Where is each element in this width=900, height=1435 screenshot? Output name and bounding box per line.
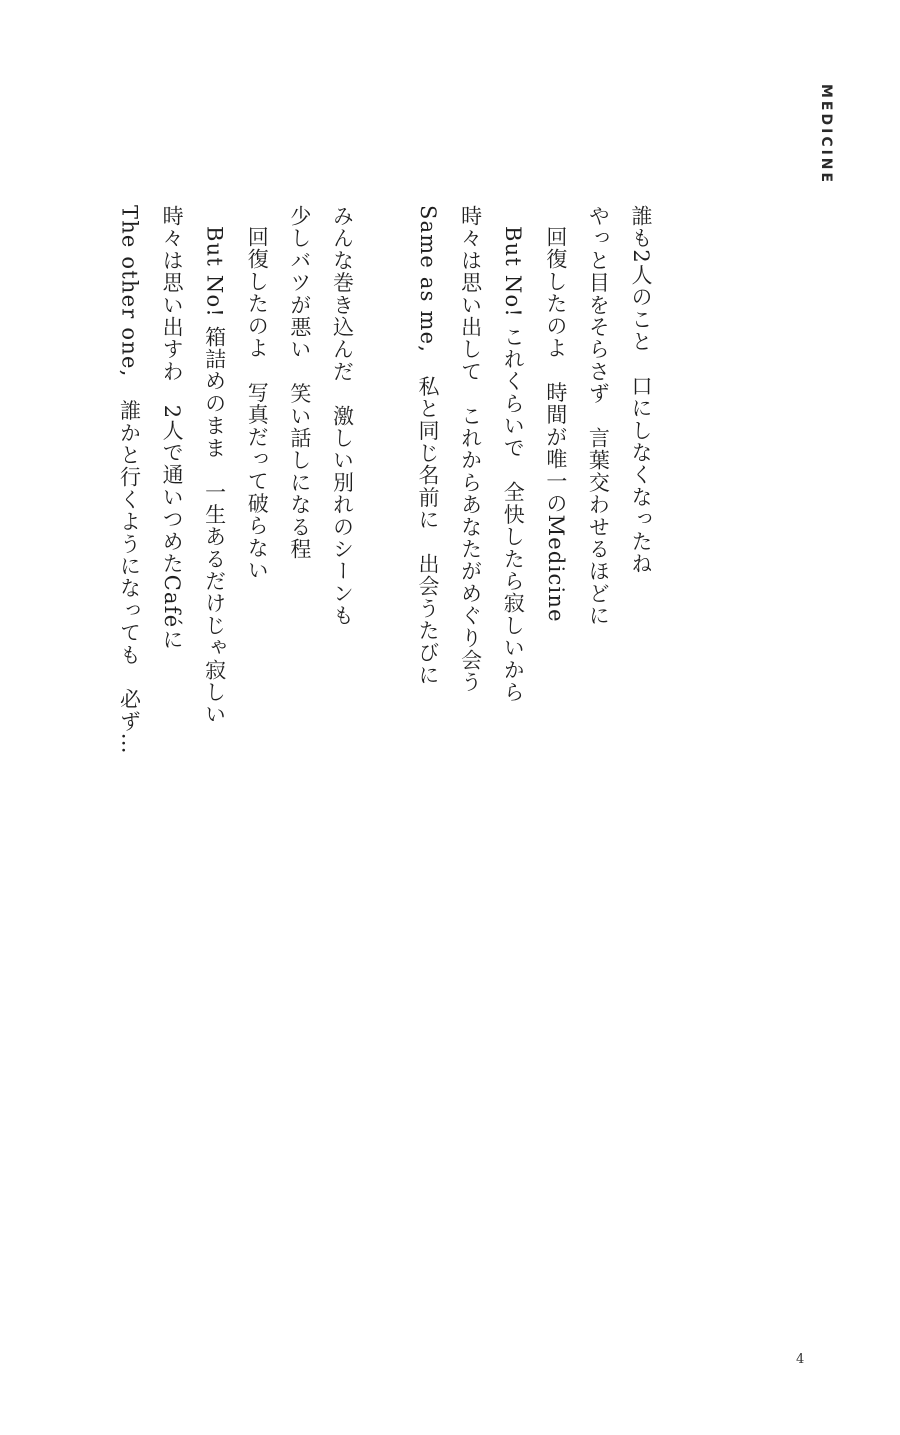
lyric-line: 時々は思い出すわ 2人で通いつめたCaféに [160,205,185,651]
lyric-line: 回復したのよ 時間が唯一のMedicine [543,226,568,623]
lyric-line: 誰も2人のこと 口にしなくなったね [629,205,653,575]
lyric-line: But No! 箱詰めのまま 一生あるだけじゃ寂しい [202,226,227,726]
lyrics-body [108,205,662,805]
lyric-line: 回復したのよ 写真だって破らない [245,226,270,582]
song-title: MEDICINE [818,84,834,186]
stanza-gap [363,205,406,805]
lyric-line: But No! これくらいで 全快したら寂しいから [501,226,526,704]
lyric-line: Same as me, 私と同じ名前に 出会うたびに [416,205,441,687]
lyric-line: 時々は思い出して これからあなたがめぐり会う [458,205,483,694]
lyric-line: The other one, 誰かと行くようになっても 必ず… [117,205,142,755]
lyric-line: 少しバツが悪い 笑い話しになる程 [287,205,312,561]
page-number: 4 [796,1352,805,1367]
lyric-line: やっと目をそらさず 言葉交わせるほどに [586,205,611,627]
lyric-line: みんな巻き込んだ 激しい別れのシーンも [330,205,355,627]
